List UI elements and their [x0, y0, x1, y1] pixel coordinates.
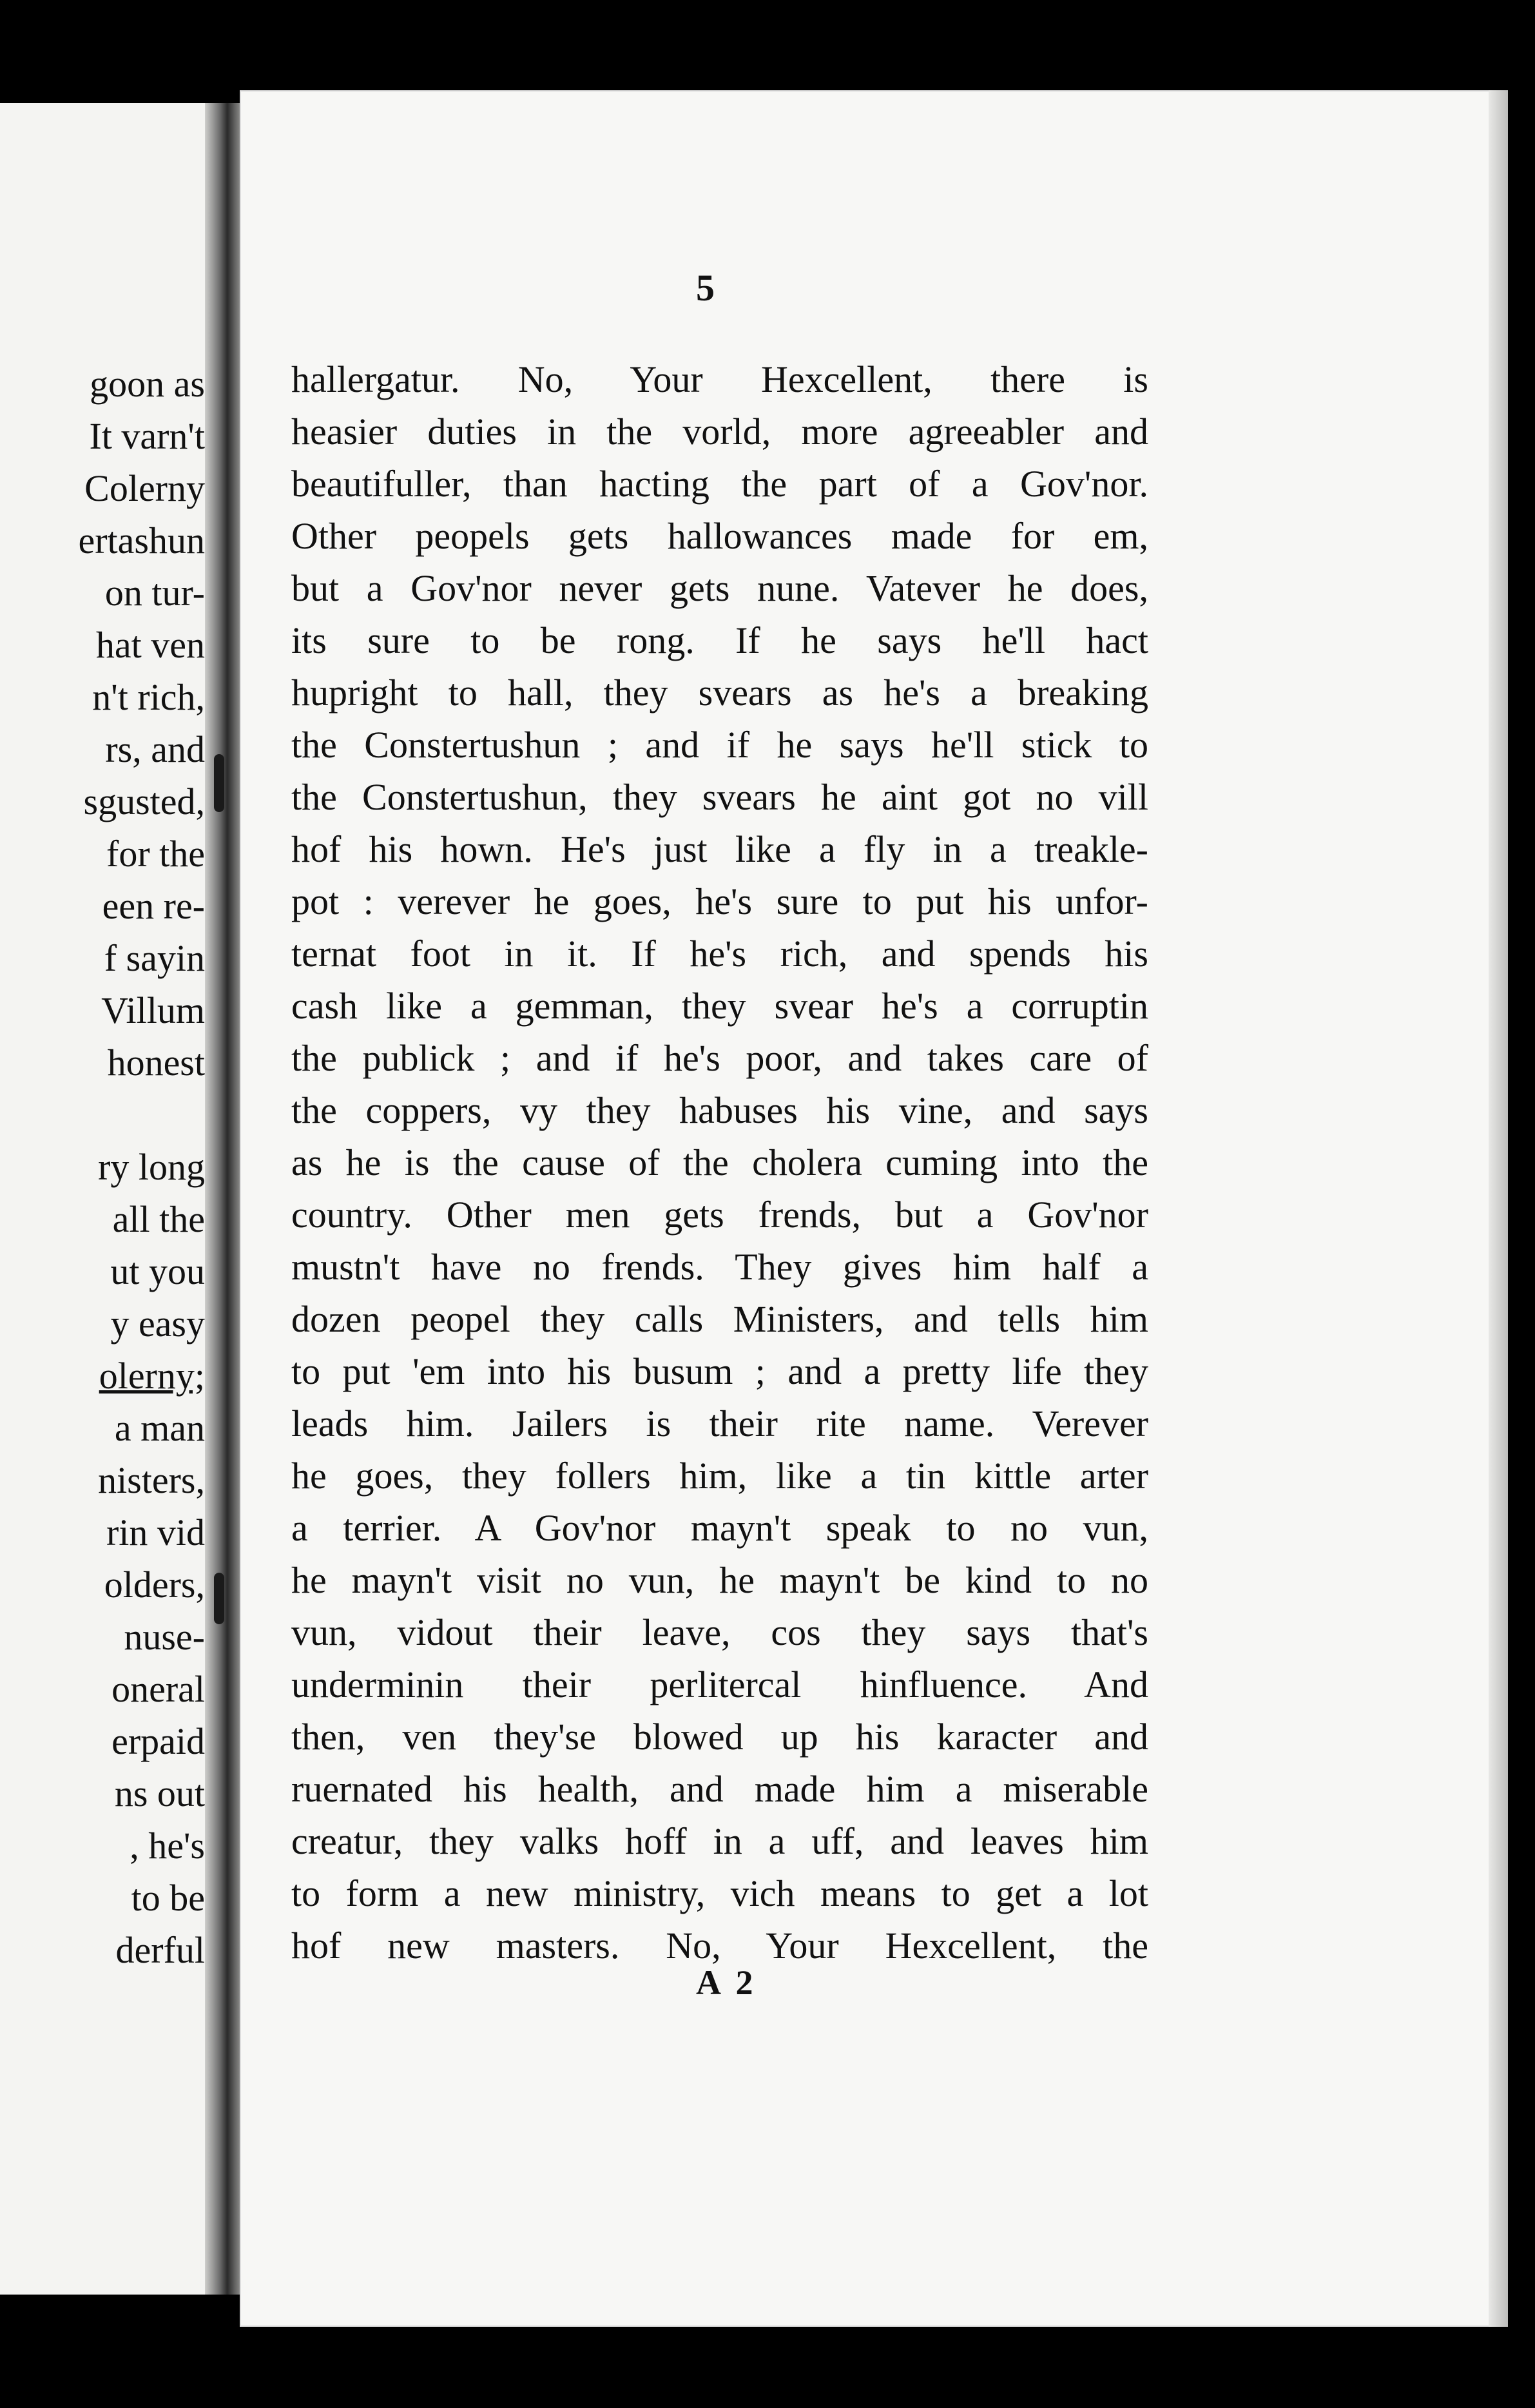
text-line — [291, 1658, 1148, 1711]
text-line — [291, 1502, 1148, 1554]
text-line — [291, 614, 1148, 666]
text-line — [291, 875, 1148, 927]
left-text-line-content: Villum — [101, 989, 205, 1031]
left-text-line — [79, 514, 206, 567]
left-text-line — [79, 1820, 206, 1872]
left-text-line-content: een re- — [102, 885, 205, 927]
left-text-line-content: nisters, — [98, 1459, 205, 1501]
left-text-line — [79, 1558, 206, 1611]
left-text-line — [79, 462, 206, 514]
left-text-line — [79, 1715, 206, 1767]
left-text-line — [79, 1350, 206, 1402]
text-line-content: he goes, they follers him, like a tin kittle arter — [291, 1455, 1148, 1497]
left-text-line-content: for the — [106, 833, 205, 875]
left-text-line — [79, 1245, 206, 1297]
left-text-line-content: n't rich, — [92, 676, 205, 718]
left-page-fragment — [0, 103, 213, 2295]
left-text-line-content: to be — [131, 1877, 205, 1919]
text-line — [291, 1763, 1148, 1815]
text-line — [291, 1136, 1148, 1189]
text-line-content: the Constertushun ; and if he says he'll stick to — [291, 724, 1148, 766]
text-line-content: vun, vidout their leave, cos they says that's — [291, 1611, 1148, 1653]
left-text-line — [79, 1767, 206, 1820]
left-text-line — [79, 775, 206, 828]
left-text-line-content: ertashun — [78, 519, 205, 561]
left-text-line-content: y easy — [110, 1303, 205, 1345]
left-text-line-content: ry long — [98, 1146, 205, 1188]
left-text-line — [79, 1089, 206, 1141]
left-text-line — [79, 1663, 206, 1715]
text-line — [291, 823, 1148, 875]
left-text-line — [79, 723, 206, 775]
left-text-line-content: hat ven — [95, 624, 205, 666]
left-text-line-content: It varn't — [89, 415, 205, 457]
text-line — [291, 666, 1148, 719]
binding-thread-mark — [214, 1573, 224, 1624]
left-text-line — [79, 1506, 206, 1558]
text-line — [291, 1189, 1148, 1241]
text-line-content: to form a new ministry, vich means to get a lot — [291, 1872, 1148, 1914]
left-text-line — [79, 1611, 206, 1663]
left-text-line — [79, 1193, 206, 1245]
text-line — [291, 510, 1148, 562]
left-text-line — [79, 619, 206, 671]
left-text-line-content: rin vid — [106, 1511, 205, 1553]
left-text-line-content: a man — [114, 1407, 205, 1449]
text-line — [291, 927, 1148, 980]
left-text-line — [79, 1297, 206, 1350]
text-line-content: the Constertushun, they svears he aint got no vill — [291, 776, 1148, 818]
left-text-line — [79, 984, 206, 1036]
text-line — [291, 1241, 1148, 1293]
left-text-line — [79, 410, 206, 462]
text-line — [291, 1032, 1148, 1084]
left-text-line — [79, 1872, 206, 1924]
text-line-content: dozen peopel they calls Ministers, and tells him — [291, 1298, 1148, 1340]
text-line — [291, 1554, 1148, 1606]
text-line-content: ruernated his health, and made him a miserable — [291, 1768, 1148, 1810]
left-text-line-content: goon as — [90, 363, 205, 405]
left-text-line — [79, 671, 206, 723]
text-line — [291, 353, 1148, 405]
text-line-content: hupright to hall, they svears as he's a breaking — [291, 672, 1148, 714]
left-text-line — [79, 828, 206, 880]
left-text-line — [79, 932, 206, 984]
left-text-line-content: on tur- — [104, 572, 205, 614]
left-text-line — [79, 1141, 206, 1193]
binding-thread-mark — [214, 754, 224, 812]
text-line-content: mustn't have no frends. They gives him half a — [291, 1246, 1148, 1288]
text-line-content: hof his hown. He's just like a fly in a treakle- — [291, 828, 1148, 870]
left-text-line-content: ut you — [110, 1250, 205, 1292]
text-line — [291, 562, 1148, 614]
text-line — [291, 1345, 1148, 1397]
text-line-content: country. Other men gets frends, but a Gov'nor — [291, 1194, 1148, 1236]
text-line — [291, 1397, 1148, 1450]
text-line-content: but a Gov'nor never gets nune. Vatever he does, — [291, 567, 1148, 609]
left-text-line — [79, 1036, 206, 1089]
left-text-line-content: olders, — [104, 1564, 205, 1606]
text-line — [291, 771, 1148, 823]
text-line — [291, 719, 1148, 771]
text-line-content: heasier duties in the vorld, more agreeabler and — [291, 411, 1148, 452]
left-text-line-content: oneral — [111, 1668, 205, 1710]
left-text-line-content: , he's — [130, 1825, 205, 1867]
left-text-line — [79, 567, 206, 619]
left-text-line-content: f sayin — [104, 937, 205, 979]
left-text-line-content: honest — [107, 1042, 205, 1083]
left-text-line — [79, 1454, 206, 1506]
left-text-line-content: rs, and — [105, 728, 205, 770]
left-page-text — [79, 358, 206, 1976]
left-text-line — [79, 880, 206, 932]
left-text-line — [79, 1924, 206, 1976]
text-line-content: its sure to be rong. If he says he'll hact — [291, 619, 1148, 661]
left-text-line-content: nuse- — [124, 1616, 205, 1658]
text-line-content: cash like a gemman, they svear he's a corruptin — [291, 985, 1148, 1027]
body-text — [291, 353, 1148, 1972]
text-line-content: to put 'em into his busum ; and a pretty life they — [291, 1350, 1148, 1392]
text-line — [291, 1293, 1148, 1345]
text-line — [291, 405, 1148, 458]
left-text-line — [79, 358, 206, 410]
text-line-content: then, ven they'se blowed up his karacter and — [291, 1716, 1148, 1758]
text-line-content: as he is the cause of the cholera cuming into the — [291, 1141, 1148, 1183]
text-line-content: beautifuller, than hacting the part of a Gov'nor. — [291, 463, 1148, 505]
left-text-line-content: olerny; — [99, 1355, 205, 1397]
text-line — [291, 980, 1148, 1032]
page-edge — [1489, 90, 1508, 2327]
left-text-line-content: ns out — [114, 1772, 205, 1814]
text-line-content: he mayn't visit no vun, he mayn't be kind to no — [291, 1559, 1148, 1601]
text-line-content: pot : verever he goes, he's sure to put his unfor- — [291, 880, 1148, 922]
book-gutter — [205, 103, 242, 2295]
text-line-content: hof new masters. No, Your Hexcellent, the — [291, 1925, 1148, 1966]
text-line — [291, 1711, 1148, 1763]
left-text-line-content: all the — [112, 1198, 205, 1240]
left-text-line-content: sgusted, — [83, 781, 205, 822]
text-line-content: a terrier. A Gov'nor mayn't speak to no vun, — [291, 1507, 1148, 1549]
left-text-line — [79, 1402, 206, 1454]
text-line-content: underminin their perlitercal hinfluence. And — [291, 1664, 1148, 1705]
left-text-line-content: erpaid — [111, 1720, 205, 1762]
page-number: 5 — [696, 267, 715, 309]
text-line-content: the coppers, vy they habuses his vine, and says — [291, 1089, 1148, 1131]
text-line-content: Other peopels gets hallowances made for em, — [291, 515, 1148, 557]
text-line — [291, 1084, 1148, 1136]
text-line — [291, 1867, 1148, 1919]
text-line-content: leads him. Jailers is their rite name. Verever — [291, 1403, 1148, 1444]
text-line — [291, 1606, 1148, 1658]
text-line-content: ternat foot in it. If he's rich, and spends his — [291, 933, 1148, 975]
text-line — [291, 1815, 1148, 1867]
text-line-content: the publick ; and if he's poor, and takes care of — [291, 1037, 1148, 1079]
text-line-content: hallergatur. No, Your Hexcellent, there is — [291, 358, 1148, 400]
text-line — [291, 458, 1148, 510]
left-text-line-content: Colerny — [84, 467, 205, 509]
text-line — [291, 1450, 1148, 1502]
signature-mark: A 2 — [696, 1963, 757, 2002]
text-line-content: creatur, they valks hoff in a uff, and leaves him — [291, 1820, 1148, 1862]
left-text-line-content: derful — [115, 1929, 205, 1971]
